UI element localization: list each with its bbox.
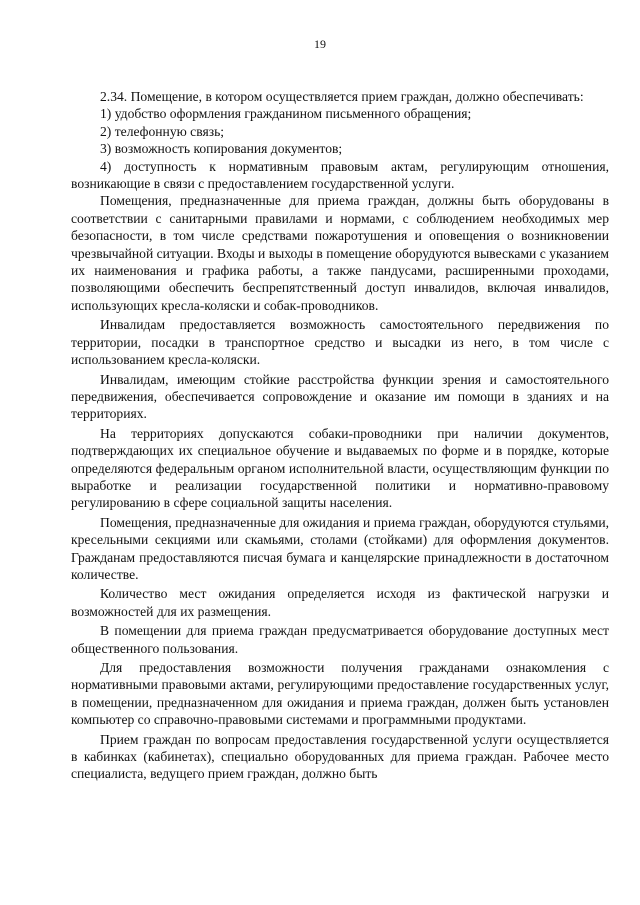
list-item-2: 2) телефонную связь;	[100, 123, 225, 139]
paragraph-guide-dogs: На территориях допускаются собаки-проводники при наличии документов, подтверждающих их специальное обучение и выдаваемых по форме и в порядке, которые определяются федеральным органом исполнительной власти, осуществляющим функции по выработке и реализации государственной политики и нормативно-правовому регулированию в сфере социальной защиты населения.	[71, 425, 609, 511]
paragraph-public-places: В помещении для приема граждан предусматривается оборудование доступных мест общественного пользования.	[71, 623, 609, 656]
paragraph-computer: Для предоставления возможности получения гражданами ознакомления с нормативными правовыми актами, регулирующими предоставление государственных услуг, в помещении, предназначенном для ожидания и приема граждан, должен быть установлен компьютер со справочно-правовыми системами и программными продуктами.	[71, 660, 609, 728]
document-body	[71, 88, 609, 783]
paragraph-waiting-rooms: Помещения, предназначенные для ожидания и приема граждан, оборудуются стульями, кресельными секциями или скамьями, столами (стойками) для оформления документов. Гражданам предоставляются писчая бумага и канцелярские принадлежности в достаточном количестве.	[71, 514, 609, 582]
list-item-4: 4) доступность к нормативным правовым актам, регулирующим отношения, возникающие в связи с предоставлением государственной услуги.	[71, 158, 609, 192]
paragraph-mobility: Инвалидам предоставляется возможность самостоятельного передвижения по территории, посадки в транспортное средство и высадки из него, в том числе с использованием кресла-коляски.	[71, 317, 609, 368]
paragraph-premises: Помещения, предназначенные для приема граждан, должны быть оборудованы в соответствии с санитарными правилами и нормами, с соблюдением необходимых мер безопасности, в том числе средствами пожаротушения и оповещения о возникновении чрезвычайной ситуации. Входы и выходы в помещение оборудуются вывесками с указанием их наименования и графика работы, а также пандусами, расширенными проходами, позволяющими обеспечить беспрепятственный доступ инвалидов, включая инвалидов, использующих кресла-коляски и собак-проводников.	[71, 193, 609, 313]
list-item-3: 3) возможность копирования документов;	[100, 141, 343, 157]
paragraph-waiting-places: Количество мест ожидания определяется исходя из фактической нагрузки и возможностей для их размещения.	[71, 586, 609, 619]
page-number: 19	[314, 37, 326, 51]
list-item-1: 1) удобство оформления гражданином письменного обращения;	[100, 106, 472, 122]
paragraph-vision: Инвалидам, имеющим стойкие расстройства функции зрения и самостоятельного передвижения, обеспечивается сопровождение и оказание им помощи в зданиях и на территориях.	[71, 371, 609, 422]
paragraph-2-34: 2.34. Помещение, в котором осуществляется прием граждан, должно обеспечивать:	[100, 89, 584, 104]
paragraph-reception: Прием граждан по вопросам предоставления государственной услуги осуществляется в кабинках (кабинетах), специально оборудованных для приема граждан. Рабочее место специалиста, ведущего прием граждан, должно быть	[71, 731, 609, 782]
